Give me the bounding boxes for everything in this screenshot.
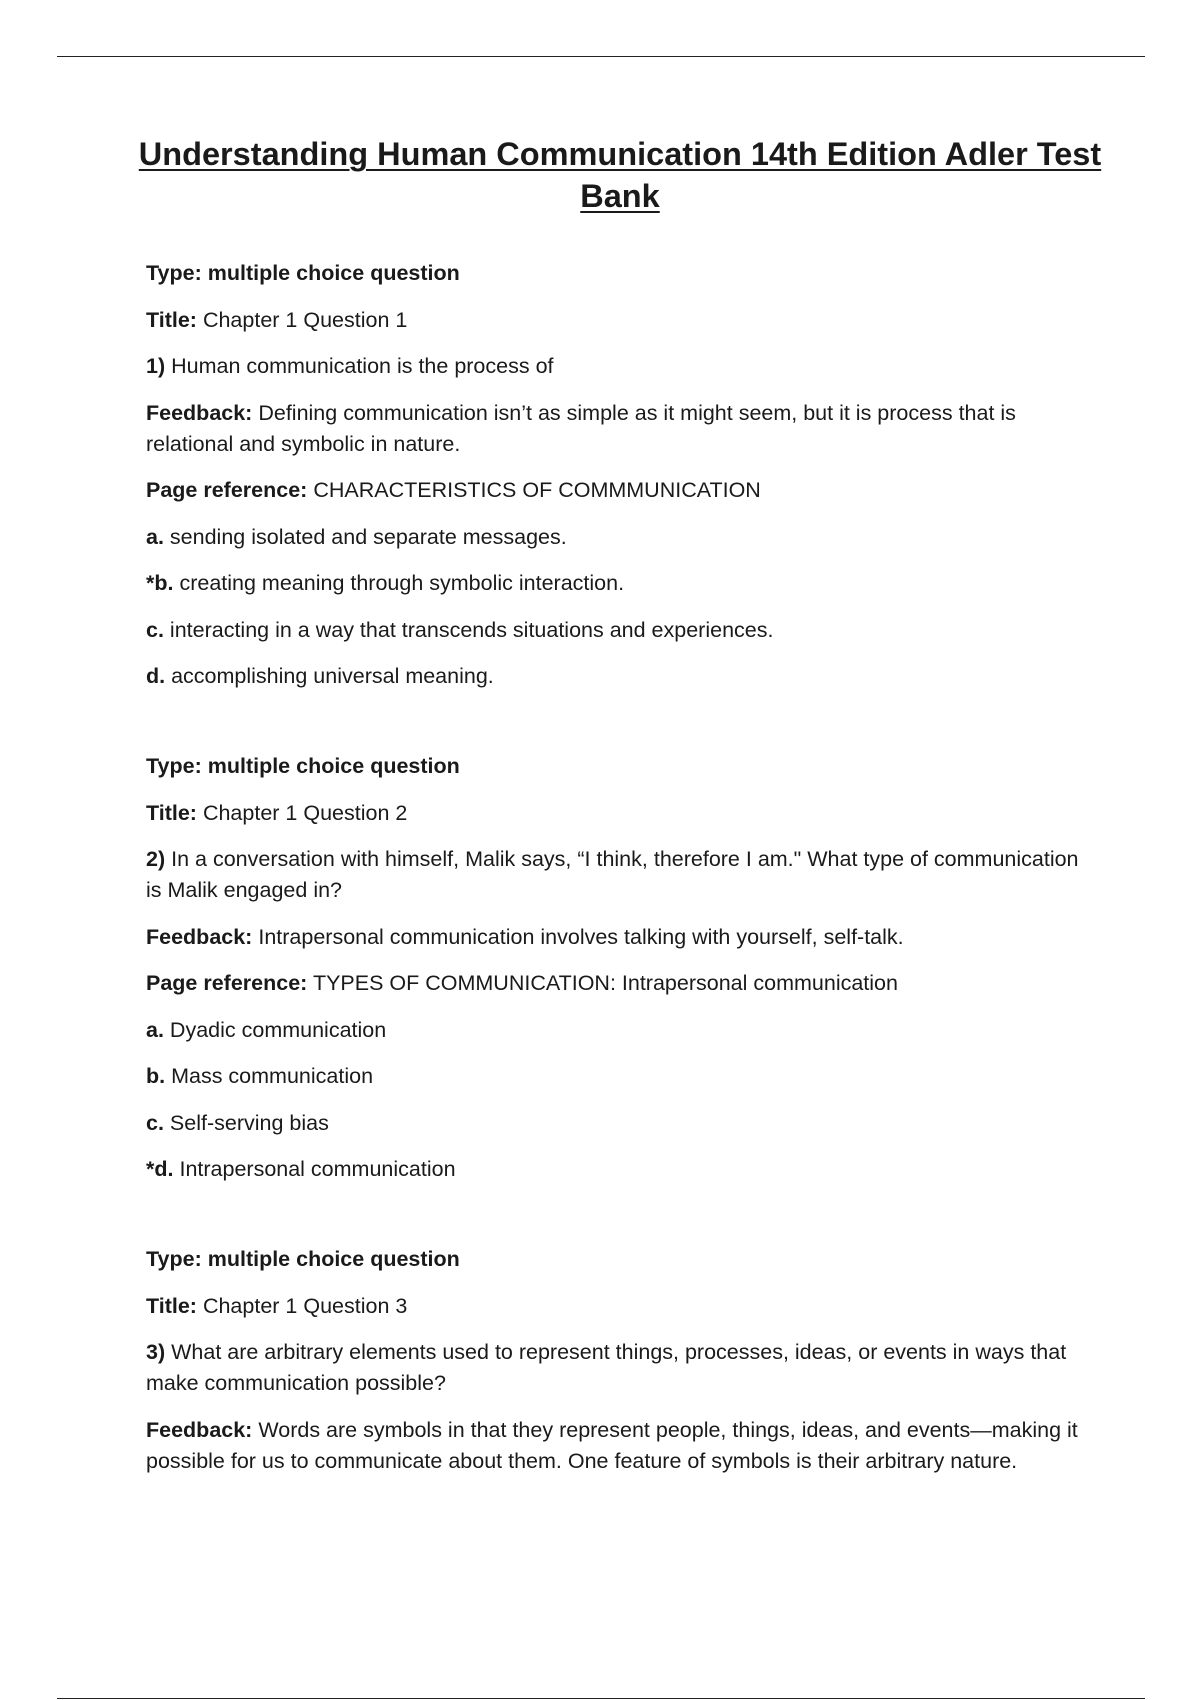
option-letter: a.: [146, 524, 164, 549]
document-title: Understanding Human Communication 14th Edition Adler Test Bank: [138, 136, 1102, 214]
page-reference: [146, 968, 1086, 999]
feedback-text: Intrapersonal communication involves talking with yourself, self-talk.: [258, 924, 904, 949]
question-block-3: [146, 1244, 1086, 1477]
title-value: Chapter 1 Question 3: [202, 1293, 408, 1318]
option-text: Self-serving bias: [169, 1110, 329, 1135]
option-text: Dyadic communication: [169, 1017, 387, 1042]
page-reference-value: CHARACTERISTICS OF COMMMUNICATION: [313, 478, 761, 502]
question-text: [146, 1337, 1086, 1399]
answer-option: [146, 522, 1086, 553]
page-reference-label: Page reference:: [146, 971, 308, 995]
question-text: [146, 844, 1086, 906]
question-block-2: [146, 751, 1086, 1185]
option-text: Intrapersonal communication: [179, 1157, 456, 1181]
answer-option: [146, 1108, 1086, 1139]
question-list: [146, 258, 1086, 1492]
question-title: [146, 798, 1086, 829]
option-text: interacting in a way that transcends situations and experiences.: [169, 617, 774, 642]
feedback: [146, 922, 1086, 953]
bottom-rule: [57, 1698, 1145, 1699]
question-type: Type: multiple choice question: [146, 754, 460, 778]
top-rule: [57, 56, 1145, 57]
question-prompt: What are arbitrary elements used to represent things, processes, ideas, or events in ways that make communication possible?: [146, 1340, 1067, 1395]
answer-option: [146, 1061, 1086, 1092]
option-text: creating meaning through symbolic interaction.: [179, 571, 625, 595]
option-letter: a.: [146, 1017, 164, 1042]
option-letter: d.: [146, 664, 166, 688]
option-letter: c.: [146, 1110, 164, 1135]
question-number: 2): [146, 847, 166, 871]
feedback-label: Feedback:: [146, 924, 253, 949]
page-reference-value: TYPES OF COMMUNICATION: Intrapersonal communication: [312, 971, 898, 995]
question-text: [146, 351, 1086, 382]
title-label: Title:: [146, 307, 197, 332]
answer-option-correct: [146, 1154, 1086, 1185]
answer-option-correct: [146, 568, 1086, 599]
option-letter: *b.: [146, 571, 174, 595]
option-letter: b.: [146, 1064, 166, 1088]
title-label: Title:: [146, 1293, 197, 1318]
question-prompt: Human communication is the process of: [171, 354, 554, 378]
option-letter: *d.: [146, 1157, 174, 1181]
page-reference-label: Page reference:: [146, 478, 308, 502]
answer-option: [146, 1015, 1086, 1046]
feedback-label: Feedback:: [146, 1417, 253, 1442]
question-number: 1): [146, 354, 166, 378]
question-block-1: [146, 258, 1086, 692]
title-value: Chapter 1 Question 2: [202, 800, 408, 825]
page-reference: [146, 475, 1086, 506]
title-label: Title:: [146, 800, 197, 825]
question-prompt: In a conversation with himself, Malik says, “I think, therefore I am." What type of communication is Malik engaged in?: [146, 847, 1079, 902]
feedback-text: Words are symbols in that they represent people, things, ideas, and events—making it possible for us to communicate about them. One feature of symbols is their arbitrary nature.: [146, 1417, 1078, 1473]
question-type: Type: multiple choice question: [146, 1247, 460, 1271]
option-text: sending isolated and separate messages.: [169, 524, 567, 549]
answer-option: [146, 661, 1086, 692]
feedback: [146, 398, 1086, 460]
option-letter: c.: [146, 617, 164, 642]
option-text: Mass communication: [171, 1064, 374, 1088]
title-value: Chapter 1 Question 1: [202, 307, 408, 332]
question-number: 3): [146, 1340, 166, 1364]
feedback-text: Defining communication isn’t as simple as it might seem, but it is process that is relational and symbolic in nature.: [146, 400, 1016, 456]
question-title: [146, 305, 1086, 336]
feedback: [146, 1415, 1086, 1477]
question-type: Type: multiple choice question: [146, 261, 460, 285]
feedback-label: Feedback:: [146, 400, 253, 425]
answer-option: [146, 615, 1086, 646]
option-text: accomplishing universal meaning.: [171, 664, 494, 688]
question-title: [146, 1291, 1086, 1322]
